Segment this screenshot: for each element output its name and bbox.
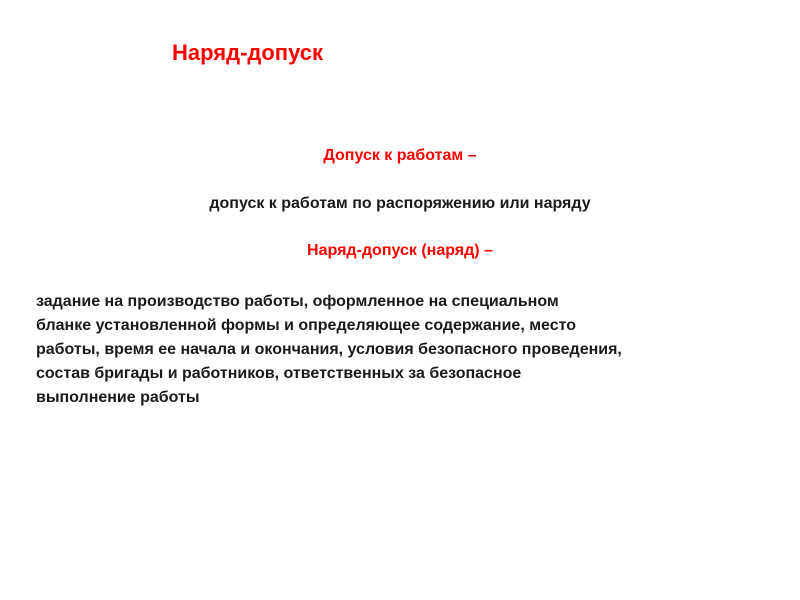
definition-line: задание на производство работы, оформленное на специальном — [36, 293, 559, 310]
term-definition-dopusk: допуск к работам по распоряжению или наряду — [209, 195, 591, 212]
term-heading-dopusk: Допуск к работам – — [323, 147, 477, 164]
slide-title: Наряд-допуск — [172, 40, 324, 65]
definition-line: состав бригады и работников, ответственных за безопасное — [36, 365, 522, 382]
definition-line: выполнение работы — [36, 389, 200, 406]
definition-line: работы, время ее начала и окончания, условия безопасного проведения, — [36, 341, 622, 358]
definition-line: бланке установленной формы и определяющее содержание, место — [36, 317, 577, 334]
term-definition-naryad — [36, 290, 796, 410]
term-heading-naryad: Наряд-допуск (наряд) – — [307, 242, 493, 259]
